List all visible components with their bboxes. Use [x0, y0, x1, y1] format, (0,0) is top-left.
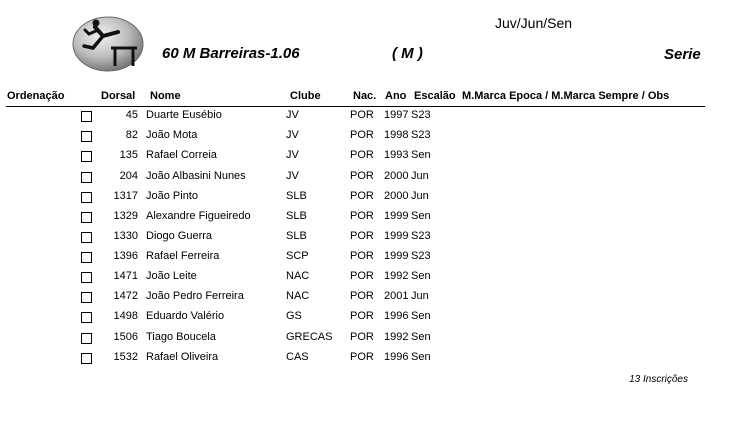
escalao-cell: Sen: [411, 310, 431, 322]
row-checkbox[interactable]: [81, 272, 92, 283]
table-row: [0, 250, 745, 270]
dorsal-cell: 1506: [113, 331, 138, 343]
header-divider: [6, 106, 705, 107]
nome-cell: João Albasini Nunes: [146, 170, 246, 182]
nome-cell: João Pinto: [146, 190, 198, 202]
row-checkbox[interactable]: [81, 312, 92, 323]
serie-label: Serie: [664, 46, 701, 63]
nac-cell: POR: [350, 190, 374, 202]
nac-cell: POR: [350, 210, 374, 222]
dorsal-cell: 135: [119, 149, 138, 161]
table-row: [0, 129, 745, 149]
dorsal-cell: 1471: [113, 270, 138, 282]
row-checkbox[interactable]: [81, 131, 92, 142]
clube-cell: NAC: [286, 290, 310, 302]
table-row: [0, 310, 745, 330]
nac-cell: POR: [350, 290, 374, 302]
nac-cell: POR: [350, 331, 374, 343]
table-row: [0, 270, 745, 290]
row-checkbox[interactable]: [81, 252, 92, 263]
escalao-cell: Sen: [411, 331, 431, 343]
clube-cell: GRECAS: [286, 331, 333, 343]
escalao-cell: S23: [411, 129, 431, 141]
escalao-cell: Sen: [411, 149, 431, 161]
escalao-cell: S23: [411, 109, 431, 121]
ano-cell: 1992: [384, 270, 409, 282]
ano-cell: 1996: [384, 351, 409, 363]
clube-cell: JV: [286, 129, 299, 141]
row-checkbox[interactable]: [81, 333, 92, 344]
nac-cell: POR: [350, 351, 374, 363]
gender-label: ( M ): [392, 45, 423, 62]
nac-cell: POR: [350, 129, 374, 141]
row-checkbox[interactable]: [81, 353, 92, 364]
ano-cell: 1999: [384, 230, 409, 242]
column-header-dorsal: Dorsal: [101, 90, 136, 102]
column-header-ano: Ano: [385, 90, 407, 102]
nac-cell: POR: [350, 250, 374, 262]
row-checkbox[interactable]: [81, 212, 92, 223]
dorsal-cell: 82: [125, 129, 138, 141]
inscricoes-count: 13 Inscrições: [629, 374, 688, 385]
nome-cell: Duarte Eusébio: [146, 109, 222, 121]
nac-cell: POR: [350, 270, 374, 282]
table-row: [0, 190, 745, 210]
ano-cell: 2000: [384, 170, 409, 182]
nome-cell: Alexandre Figueiredo: [146, 210, 251, 222]
nome-cell: Tiago Boucela: [146, 331, 216, 343]
row-checkbox[interactable]: [81, 151, 92, 162]
escalao-cell: S23: [411, 230, 431, 242]
column-header-nome: Nome: [150, 90, 181, 102]
nac-cell: POR: [350, 109, 374, 121]
ano-cell: 2000: [384, 190, 409, 202]
column-header-escalao: Escalão: [414, 90, 456, 102]
nome-cell: João Pedro Ferreira: [146, 290, 244, 302]
nac-cell: POR: [350, 230, 374, 242]
row-checkbox[interactable]: [81, 192, 92, 203]
row-checkbox[interactable]: [81, 292, 92, 303]
column-header-nac: Nac.: [353, 90, 377, 102]
escalao-cell: Jun: [411, 190, 429, 202]
escalao-cell: S23: [411, 250, 431, 262]
nac-cell: POR: [350, 149, 374, 161]
table-row: [0, 351, 745, 371]
clube-cell: SLB: [286, 230, 307, 242]
column-header-marcas: M.Marca Epoca / M.Marca Sempre / Obs: [462, 90, 670, 102]
escalao-cell: Sen: [411, 210, 431, 222]
ano-cell: 1999: [384, 250, 409, 262]
clube-cell: GS: [286, 310, 302, 322]
nome-cell: Rafael Oliveira: [146, 351, 219, 363]
dorsal-cell: 1472: [113, 290, 138, 302]
escalao-cell: Jun: [411, 290, 429, 302]
clube-cell: SCP: [286, 250, 309, 262]
dorsal-cell: 1532: [113, 351, 138, 363]
clube-cell: JV: [286, 170, 299, 182]
table-row: [0, 331, 745, 351]
escalao-cell: Jun: [411, 170, 429, 182]
nome-cell: Eduardo Valério: [146, 310, 225, 322]
dorsal-cell: 45: [125, 109, 138, 121]
ano-cell: 2001: [384, 290, 409, 302]
nome-cell: João Mota: [146, 129, 198, 141]
table-row: [0, 149, 745, 169]
clube-cell: SLB: [286, 210, 307, 222]
nome-cell: João Leite: [146, 270, 197, 282]
dorsal-cell: 204: [119, 170, 138, 182]
table-row: [0, 170, 745, 190]
column-header-clube: Clube: [290, 90, 321, 102]
ano-cell: 1999: [384, 210, 409, 222]
escalao-cell: Sen: [411, 351, 431, 363]
clube-cell: JV: [286, 109, 299, 121]
dorsal-cell: 1330: [113, 230, 138, 242]
table-row: [0, 210, 745, 230]
dorsal-cell: 1317: [113, 190, 138, 202]
event-title: 60 M Barreiras-1.06: [162, 45, 300, 62]
table-row: [0, 230, 745, 250]
clube-cell: SLB: [286, 190, 307, 202]
escalao-cell: Sen: [411, 270, 431, 282]
category-label: Juv/Jun/Sen: [495, 15, 573, 31]
hurdler-logo-icon: [71, 14, 145, 72]
ano-cell: 1993: [384, 149, 409, 161]
table-row: [0, 290, 745, 310]
nome-cell: Rafael Correia: [146, 149, 217, 161]
dorsal-cell: 1396: [113, 250, 138, 262]
clube-cell: JV: [286, 149, 299, 161]
column-header-ordenacao: Ordenação: [7, 90, 65, 102]
row-checkbox[interactable]: [81, 172, 92, 183]
ano-cell: 1998: [384, 129, 409, 141]
nome-cell: Diogo Guerra: [146, 230, 213, 242]
ano-cell: 1996: [384, 310, 409, 322]
clube-cell: NAC: [286, 270, 310, 282]
nac-cell: POR: [350, 310, 374, 322]
ano-cell: 1992: [384, 331, 409, 343]
row-checkbox[interactable]: [81, 232, 92, 243]
ano-cell: 1997: [384, 109, 409, 121]
nac-cell: POR: [350, 170, 374, 182]
table-row: [0, 109, 745, 129]
row-checkbox[interactable]: [81, 111, 92, 122]
nome-cell: Rafael Ferreira: [146, 250, 220, 262]
dorsal-cell: 1498: [113, 310, 138, 322]
dorsal-cell: 1329: [113, 210, 138, 222]
clube-cell: CAS: [286, 351, 309, 363]
